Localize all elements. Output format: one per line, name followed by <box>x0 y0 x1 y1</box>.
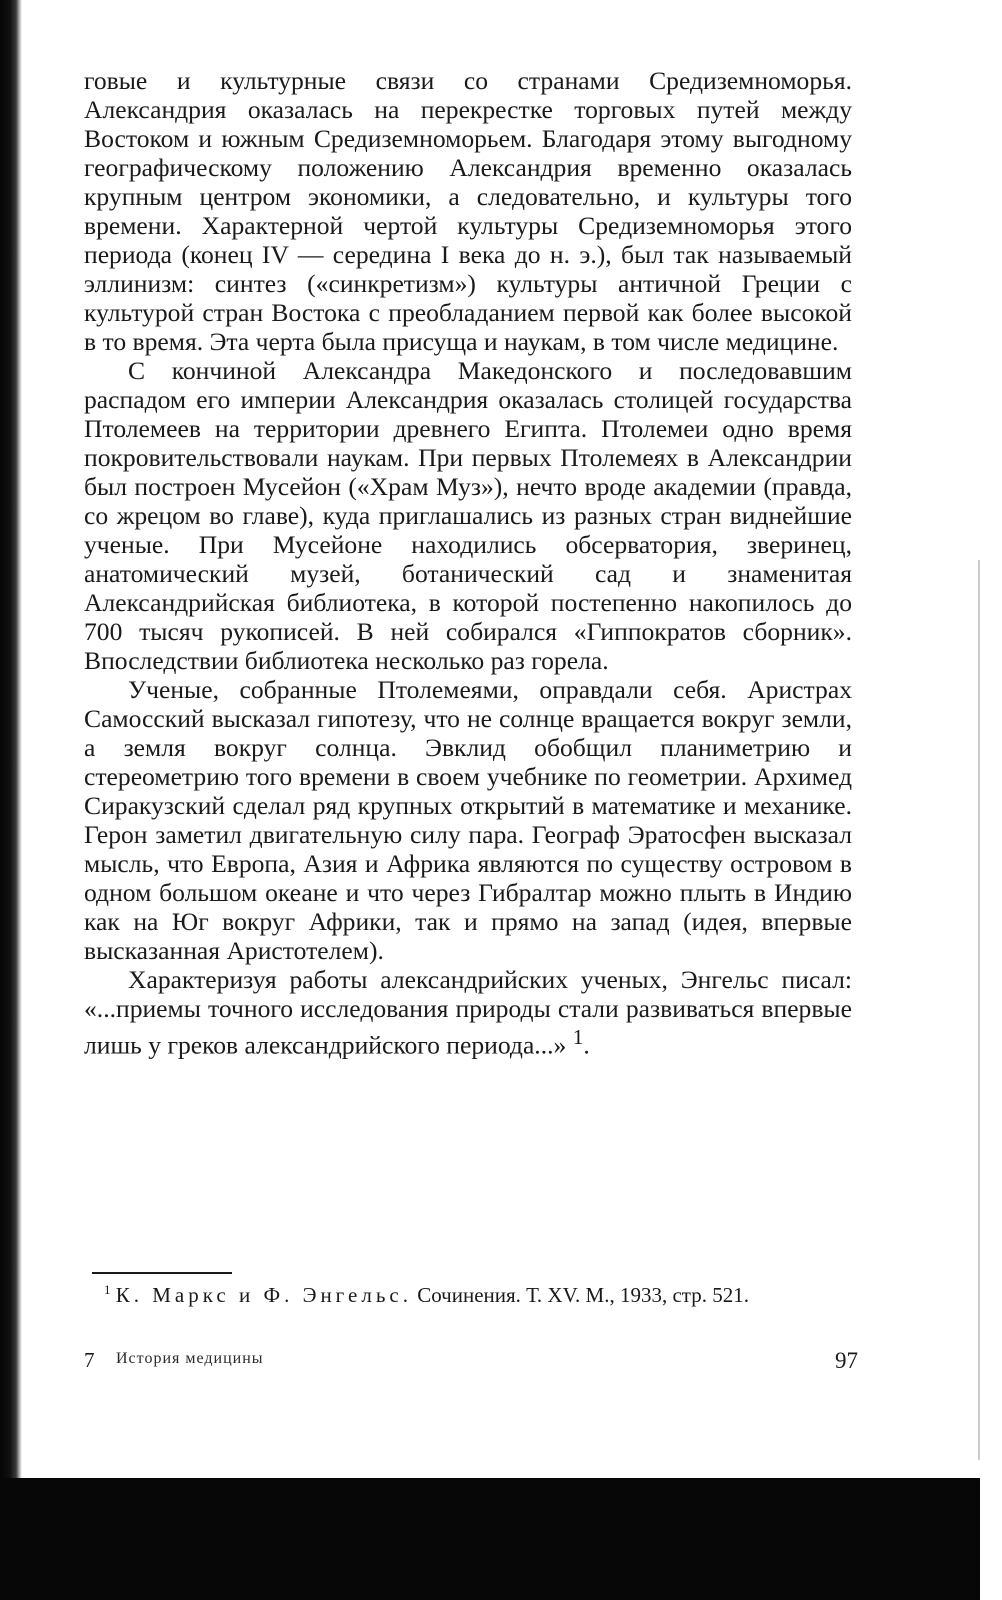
footnote-authors: К. Маркс и Ф. Энгельс. <box>115 1283 412 1307</box>
paragraph-engels-quote: Характеризуя работы александрийских ученых, Энгельс писал: «...приемы точного исследования природы стали развиваться впервые лишь у греков александрийского периода...» $^1$. <box>84 965 852 1060</box>
footnote-reference: 1 <box>572 1025 584 1049</box>
footnote <box>84 1282 856 1309</box>
signature-title: История медицины <box>116 1350 264 1367</box>
footnote-citation: Сочинения. Т. XV. М., 1933, стр. 521. <box>417 1283 749 1307</box>
paragraph-continued: говые и культурные связи со странами Средиземноморья. Александрия оказалась на перекрестке торговых путей между Востоком и южным Средиземноморьем. Благодаря этому выгодному географическому положению Александрия временно оказалась крупным центром экономики, а следовательно, и культуры того времени. Характерной чертой культуры Средиземноморья этого периода (конец IV — середина I века до н. э.), был так называемый эллинизм: синтез («синкретизм») культуры античной Греции с культурой стран Востока с преобладанием первой как более высокой в то время. Эта черта была присуща и наукам, в том числе медицине. <box>84 66 852 356</box>
paragraph-scholars: Ученые, собранные Птолемеями, оправдали себя. Аристрах Самосский высказал гипотезу, что не солнце вращается вокруг земли, а земля вокруг солнца. Эвклид обобщил планиметрию и стереометрию того времени в своем учебнике по геометрии. Архимед Сиракузский сделал ряд крупных открытий в математике и механике. Герон заметил двигательную силу пара. Географ Эратосфен высказал мысль, что Европа, Азия и Африка являются по существу островом в одном большом океане и что через Гибралтар можно плыть в Индию как на Юг вокруг Африки, так и прямо на запад (идея, впервые высказанная Аристотелем). <box>84 675 852 965</box>
page-number: 97 <box>835 1348 858 1373</box>
body-text <box>84 66 852 1060</box>
engels-quote-text: Характеризуя работы александрийских ученых, Энгельс писал: «...приемы точного исследования природы стали развиваться впервые лишь у греков александрийского периода...» <box>84 965 852 1060</box>
scan-bottom-band <box>0 1478 980 1600</box>
signature-number: 7 <box>84 1348 95 1372</box>
page-footer <box>84 1344 858 1374</box>
footnote-mark: 1 <box>104 1282 111 1297</box>
paragraph-alexandria-capital: С кончиной Александра Македонского и последовавшим распадом его империи Александрия оказалась столицей государства Птолемеев на территории древнего Египта. Птолемеи одно время покровительствовали наукам. При первых Птолемеях в Александрии был построен Мусейон («Храм Муз»), нечто вроде академии (правда, со жрецом во главе), куда приглашались из разных стран виднейшие ученые. При Мусейоне находились обсерватория, зверинец, анатомический музей, ботанический сад и знаменитая Александрийская библиотека, в которой постепенно накопилось до 700 тысяч рукописей. В ней собирался «Гиппократов сборник». Впоследствии библиотека несколько раз горела. <box>84 356 852 675</box>
footnote-divider <box>92 1272 232 1274</box>
